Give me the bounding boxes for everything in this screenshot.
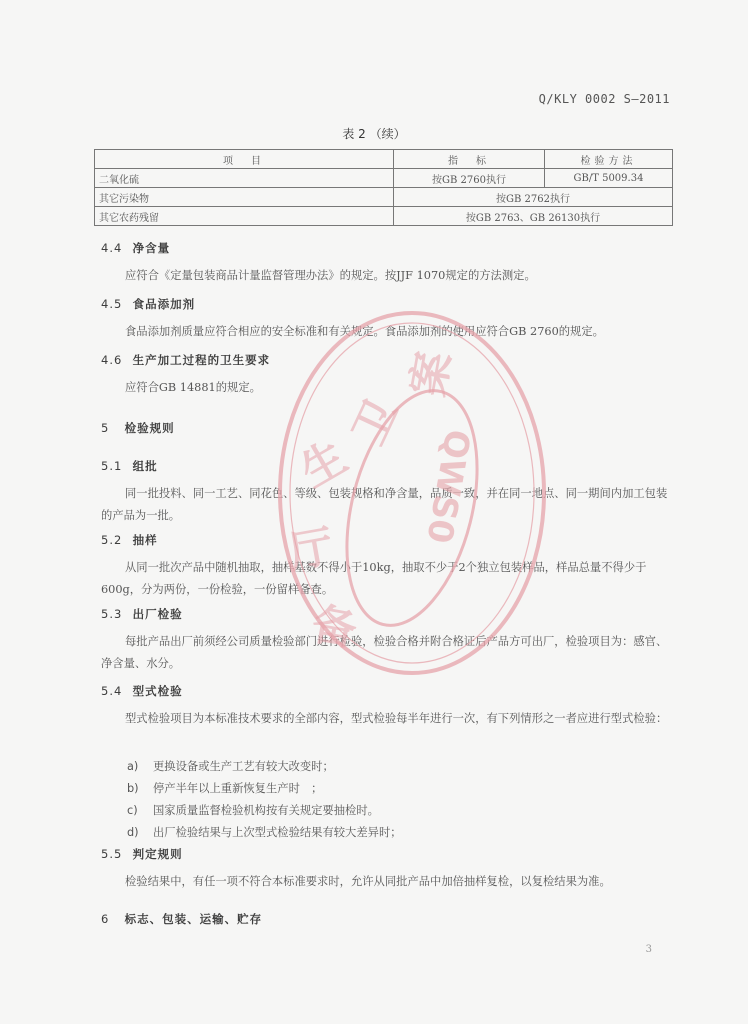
section-title: 生产加工过程的卫生要求 bbox=[132, 353, 271, 367]
list-item-text: 出厂检验结果与上次型式检验结果有较大差异时； bbox=[153, 826, 402, 839]
list-item-label: a) bbox=[127, 760, 139, 773]
section-heading-5-3 bbox=[101, 606, 183, 622]
section-number: 5 bbox=[101, 421, 110, 435]
section-title: 食品添加剂 bbox=[132, 297, 196, 311]
list-item-text: 更换设备或生产工艺有较大改变时； bbox=[153, 760, 334, 773]
list-item-label: d) bbox=[127, 826, 139, 839]
section-title: 组批 bbox=[132, 459, 158, 473]
section-number: 5.2 bbox=[101, 533, 123, 547]
section-title: 检验规则 bbox=[124, 421, 175, 435]
section-number: 4.4 bbox=[101, 241, 123, 255]
spec-table bbox=[94, 149, 673, 226]
section-number: 5.3 bbox=[101, 607, 123, 621]
list-item-label: c) bbox=[127, 804, 138, 817]
section-heading-4-5 bbox=[101, 296, 195, 312]
list-item-label: b) bbox=[127, 782, 139, 795]
section-title: 抽样 bbox=[132, 533, 158, 547]
section-number: 6 bbox=[101, 912, 110, 926]
list-item bbox=[127, 780, 322, 796]
section-body-5-4: 型式检验项目为本标准技术要求的全部内容，型式检验每半年进行一次，有下列情形之一者应进行型式检验： bbox=[125, 712, 668, 725]
section-heading-5-2 bbox=[101, 532, 158, 548]
table-caption: 表 2 （续） bbox=[342, 127, 406, 141]
list-item-text: 国家质量监督检验机构按有关规定要抽检时。 bbox=[153, 804, 379, 817]
section-title: 判定规则 bbox=[132, 847, 183, 861]
header-method: 检验方法 bbox=[545, 150, 673, 169]
list-item bbox=[127, 802, 379, 818]
table-row bbox=[95, 169, 673, 188]
section-title: 出厂检验 bbox=[132, 607, 183, 621]
svg-text:案: 案 bbox=[402, 347, 461, 400]
cell-spec: 按GB 2760执行 bbox=[394, 169, 545, 188]
section-heading-5 bbox=[101, 420, 175, 436]
section-heading-4-6 bbox=[101, 352, 270, 368]
cell-item: 其它污染物 bbox=[95, 188, 394, 207]
section-title: 净含量 bbox=[132, 241, 171, 255]
section-heading-5-4 bbox=[101, 683, 183, 699]
table-row bbox=[95, 188, 673, 207]
svg-text:厅: 厅 bbox=[285, 520, 338, 579]
document-code: Q/KLY 0002 S—2011 bbox=[538, 92, 670, 106]
section-body-4-5: 食品添加剂质量应符合相应的安全标准和有关规定。食品添加剂的使用应符合GB 2760的规定。 bbox=[125, 325, 604, 338]
list-item bbox=[127, 824, 402, 840]
cell-spec: 按GB 2762执行 bbox=[394, 188, 673, 207]
section-title: 型式检验 bbox=[132, 684, 183, 698]
section-heading-4-4 bbox=[101, 240, 170, 256]
cell-spec: 按GB 2763、GB 26130执行 bbox=[394, 207, 673, 226]
svg-text:QWS0: QWS0 bbox=[418, 426, 478, 547]
table-row bbox=[95, 207, 673, 226]
table-header-row bbox=[95, 150, 673, 169]
section-body-5-3: 每批产品出厂前须经公司质量检验部门进行检验，检验合格并附合格证后产品方可出厂，检验项目为：感官、净含量、水分。 bbox=[101, 635, 668, 670]
section-number: 4.5 bbox=[101, 297, 123, 311]
section-body-5-1: 同一批投料、同一工艺、同花色、等级、包装规格和净含量，品质一致，并在同一地点、同一期间内加工包装的产品为一批。 bbox=[101, 487, 668, 522]
section-heading-5-1 bbox=[101, 458, 158, 474]
section-number: 5.4 bbox=[101, 684, 123, 698]
section-heading-6 bbox=[101, 911, 262, 927]
cell-item: 二氧化硫 bbox=[95, 169, 394, 188]
section-number: 5.5 bbox=[101, 847, 123, 861]
section-title: 标志、包装、运输、贮存 bbox=[124, 912, 263, 926]
section-body-5-2: 从同一批次产品中随机抽取，抽样基数不得小于10kg，抽取不少于2个独立包装样品，样品总量不得少于600g，分为两份，一份检验，一份留样备查。 bbox=[101, 561, 647, 596]
page-number: 3 bbox=[645, 944, 652, 955]
section-heading-5-5 bbox=[101, 846, 183, 862]
section-body-4-6: 应符合GB 14881的规定。 bbox=[125, 381, 261, 394]
header-item: 项 目 bbox=[95, 150, 394, 169]
cell-item: 其它农药残留 bbox=[95, 207, 394, 226]
list-item bbox=[127, 758, 334, 774]
svg-text:备: 备 bbox=[308, 598, 361, 657]
svg-text:卫: 卫 bbox=[343, 391, 409, 453]
section-number: 5.1 bbox=[101, 459, 123, 473]
section-number: 4.6 bbox=[101, 353, 123, 367]
header-spec: 指 标 bbox=[394, 150, 545, 169]
section-body-5-5: 检验结果中，有任一项不符合本标准要求时，允许从同批产品中加倍抽样复检，以复检结果为准。 bbox=[125, 875, 611, 888]
svg-text:生: 生 bbox=[292, 431, 356, 498]
cell-method: GB/T 5009.34 bbox=[545, 169, 673, 188]
section-body-4-4: 应符合《定量包装商品计量监督管理办法》的规定。按JJF 1070规定的方法测定。 bbox=[125, 269, 536, 282]
list-item-text: 停产半年以上重新恢复生产时 ； bbox=[153, 782, 323, 795]
